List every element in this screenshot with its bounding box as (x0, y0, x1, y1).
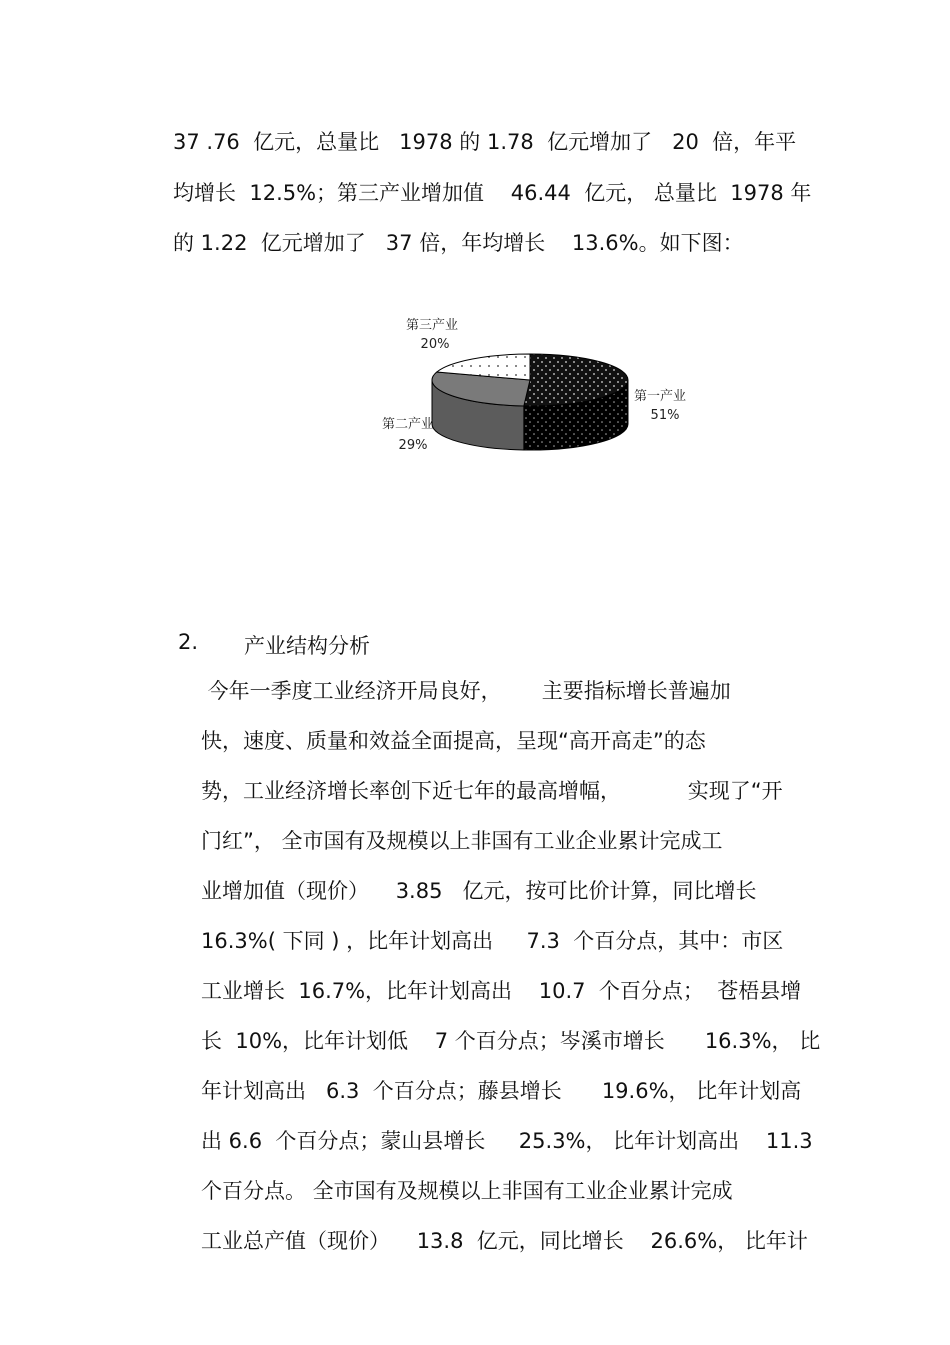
value-secondary: 29% (398, 438, 428, 453)
paragraph-1-line-1: 37 .76 亿元，总量比 1978 的 1.78 亿元增加了 20 倍，年平 (173, 130, 797, 154)
value-primary: 51% (650, 408, 680, 423)
section-title: 产业结构分析 (244, 634, 370, 658)
section-number: 2. (178, 630, 199, 654)
paragraph-2-line-5: 业增加值（现价） 3.85 亿元，按可比价计算，同比增长 (201, 879, 757, 903)
paragraph-2-line-3: 势，工业经济增长率创下近七年的最高增幅， 实现了“开 (201, 779, 783, 803)
paragraph-2-line-1: 今年一季度工业经济开局良好， 主要指标增长普遍加 (201, 679, 731, 703)
paragraph-2-line-9: 年计划高出 6.3 个百分点；藤县增长 19.6%， 比年计划高 (201, 1079, 802, 1103)
paragraph-2-line-7: 工业增长 16.7%，比年计划高出 10.7 个百分点； 苍梧县增 (201, 979, 802, 1003)
industry-share-pie-chart (360, 300, 720, 470)
paragraph-2-line-11: 个百分点。 全市国有及规模以上非国有工业企业累计完成 (201, 1179, 733, 1203)
label-tertiary: 第三产业 (405, 318, 459, 333)
paragraph-1-line-2: 均增长 12.5%；第三产业增加值 46.44 亿元， 总量比 1978 年 (173, 181, 812, 205)
paragraph-2-line-4: 门红”， 全市国有及规模以上非国有工业企业累计完成工 (201, 829, 723, 853)
paragraph-2-line-10: 出 6.6 个百分点；蒙山县增长 25.3%， 比年计划高出 11.3 (201, 1129, 813, 1153)
paragraph-2-line-6: 16.3%( 下同 ) ，比年计划高出 7.3 个百分点，其中：市区 (201, 929, 784, 953)
paragraph-2-line-8: 长 10%，比年计划低 7 个百分点；岑溪市增长 16.3%， 比 (201, 1029, 821, 1053)
paragraph-1-line-3: 的 1.22 亿元增加了 37 倍，年均增长 13.6%。如下图： (173, 231, 744, 255)
label-primary: 第一产业 (633, 389, 687, 404)
label-secondary: 第二产业 (381, 417, 435, 432)
value-tertiary: 20% (420, 337, 450, 352)
paragraph-2-line-2: 快，速度、质量和效益全面提高，呈现“高开高走”的态 (201, 729, 706, 753)
paragraph-2-line-12: 工业总产值（现价） 13.8 亿元，同比增长 26.6%， 比年计 (201, 1229, 808, 1253)
